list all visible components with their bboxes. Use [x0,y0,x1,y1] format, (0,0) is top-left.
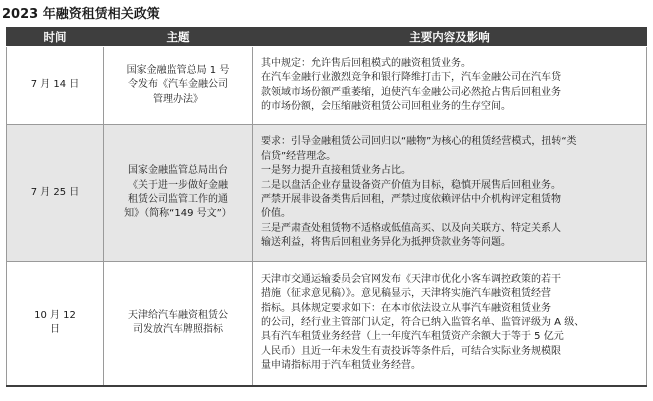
policy-table [6,27,647,387]
table-row [7,125,647,262]
row-content-line: 款领域市场份额严重萎缩，迫使汽车金融公司必然抢占售后回租业务 [261,86,561,98]
row-topic-line: 令发布《汽车金融公司 [128,79,228,91]
row-content-line: 二是以盘活企业存量设备资产价值为目标，稳慎开展售后回租业务。 [261,179,561,191]
row-content-line: 的市场份额，会压缩融资租赁公司回租业务的生存空间。 [261,100,511,112]
row-topic-cell [104,47,253,125]
row-content-cell [253,125,647,262]
row-time: 10 月 12 [34,309,76,321]
row-topic-line: 《关于进一步做好金融 [128,179,228,191]
row-content-line: 要求：引导金融租赁公司回归以“融物”为核心的租赁经营模式，扭转“类 [261,136,577,148]
table-row [7,262,647,386]
row-topic-line: 司发放汽车牌照指标 [133,324,223,336]
row-topic-line: 天津给汽车融资租赁公 [128,309,228,321]
row-time: 日 [50,324,60,336]
header-time: 时间 [7,28,104,47]
row-topic-line: 国家金融监管总局 1 号 [126,64,230,76]
row-topic-cell [104,125,253,262]
table-row [7,47,647,125]
row-content-line: 三是严肃查处租赁物不适格或低值高买、以及向关联方、特定关系人 [261,222,561,234]
row-content-line: 天津市交通运输委员会官网发布《天津市优化小客车调控政策的若干 [261,273,561,285]
header-content: 主要内容及影响 [253,28,647,47]
row-time-cell [7,125,104,262]
row-content-line: 价值。 [261,208,291,220]
row-content-line: 信贷”经营理念。 [261,150,337,162]
row-content-line: 措施（征求意见稿）》。意见稿显示，天津将实施汽车融资租赁经营 [261,288,551,300]
row-topic-line: 知》（简称“149 号文”） [124,208,232,220]
row-content-line: 其中规定：允许售后回租模式的融资租赁业务。 [261,57,471,69]
row-content-line: 一是努力提升直接租赁业务占比。 [261,165,411,177]
header-topic: 主题 [104,28,253,47]
row-topic-line: 国家金融监管总局出台 [128,165,228,177]
row-time: 7 月 14 日 [30,79,80,91]
row-content-line: 具有汽车租赁业务经营（上一年度汽车租赁资产余额大于等于 5 亿元 [261,331,564,343]
row-topic-line: 管理办法》 [153,93,203,105]
row-topic-cell [104,262,253,386]
row-content-line: 人民币）且近一年未发生有责投诉等条件后，可结合实际业务规模限 [261,345,561,357]
row-content-cell [253,262,647,386]
row-content-line: 的公司，经行业主管部门认定，符合已纳入监管名单、监管评级为 A 级、 [261,317,585,329]
row-time: 7 月 25 日 [30,186,80,198]
row-content-line: 输送利益，将售后回租业务异化为抵押贷款业务等问题。 [261,237,511,249]
row-content-line: 在汽车金融行业激烈竞争和银行降维打击下，汽车金融公司在汽车贷 [261,72,561,84]
row-time-cell [7,262,104,386]
row-content-line: 指标。具体规定要求如下：在本市依法设立从事汽车融资租赁业务 [261,302,551,314]
row-content-line: 严禁开展非设备类售后回租，严禁过度依赖评估中介机构评定租赁物 [261,194,561,205]
row-time-cell [7,47,104,125]
row-content-cell [253,47,647,125]
row-content-line: 量申请指标用于汽车租赁业务经营。 [261,360,421,372]
page-title: 2023 年融资租赁相关政策 [2,7,160,22]
table-header-row [7,28,647,47]
row-topic-line: 租赁公司监管工作的通 [128,194,228,205]
